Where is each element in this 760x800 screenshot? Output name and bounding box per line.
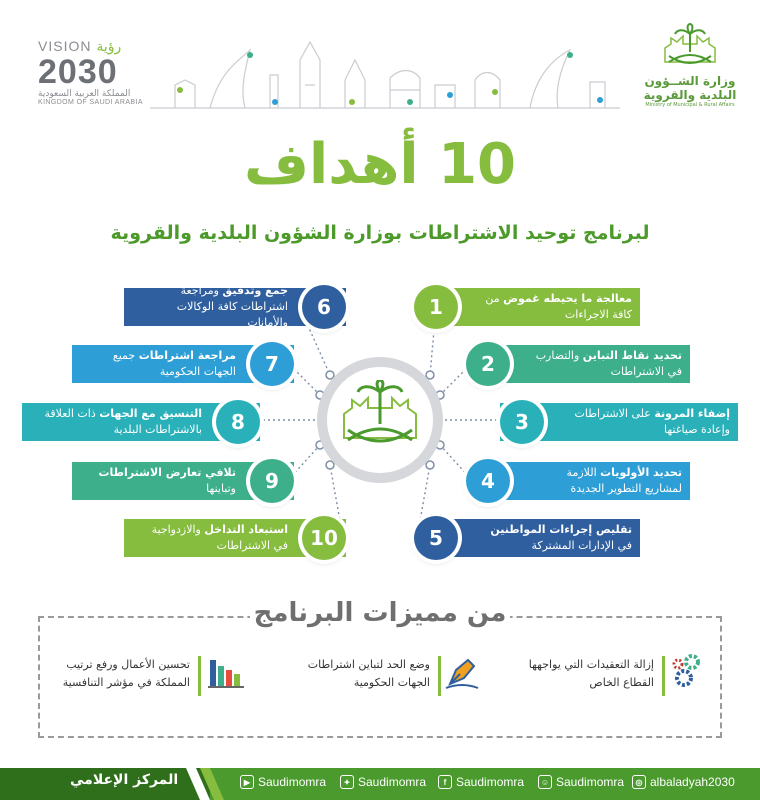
vision-arabic: رؤية <box>96 38 122 54</box>
instagram-handle: albaladyah2030 <box>650 775 735 789</box>
media-center-label: المركز الإعلامي <box>70 772 179 788</box>
goal-1-text: من كافة الاجراءات <box>485 292 632 321</box>
goal-2-number: 2 <box>466 342 510 386</box>
snapchat-icon: ☺ <box>538 775 552 789</box>
goal-6-text: ومراجعة اشتراطات كافة الوكالات والأمانات <box>176 284 288 329</box>
goal-4-bold: تحديد الأولويات <box>600 466 682 479</box>
twitter-handle: Saudimomra <box>358 775 427 789</box>
vision-year: 2030 <box>38 53 118 91</box>
city-skyline-illustration <box>150 30 620 110</box>
feature-1-text: إزالة التعقيدات التي يواجهها القطاع الخاص <box>528 658 654 689</box>
goal-10-number: 10 <box>302 516 346 560</box>
youtube-icon: ▶ <box>240 775 254 789</box>
feature-item-3 <box>60 656 201 696</box>
ministry-name-line2: البلدية والقروية <box>643 88 737 102</box>
goal-1-bold: معالجة ما يحيطه غموض <box>503 292 632 305</box>
youtube-handle: Saudimomra <box>258 775 327 789</box>
page-title: 10 أهداف <box>243 132 517 197</box>
goal-6-bold: جمع وتدقيق <box>222 284 288 297</box>
goal-5-number: 5 <box>414 516 458 560</box>
ministry-logo <box>640 22 740 108</box>
footer-account-instagram[interactable] <box>632 775 735 789</box>
page-subtitle: لبرنامج توحيد الاشتراطات بوزارة الشؤون البلدية والقروية <box>110 222 650 244</box>
goal-1-number: 1 <box>414 285 458 329</box>
goal-8-number: 8 <box>216 400 260 444</box>
ministry-name-english: Ministry of Municipal & Rural Affairs <box>645 102 735 108</box>
goal-4-number: 4 <box>466 459 510 503</box>
goal-8-bold: التنسيق مع الجهات <box>99 407 202 420</box>
footer-account-youtube[interactable] <box>240 775 326 789</box>
footer-account-twitter[interactable] <box>340 775 426 789</box>
goal-4-text: اللازمة لمشاريع التطوير الجديدة <box>566 466 682 495</box>
goal-3-text: على الاشتراطات وإعادة صياغتها <box>574 407 730 436</box>
goal-9-number: 9 <box>250 459 294 503</box>
goal-7-number: 7 <box>250 342 294 386</box>
vision-label: VISION <box>38 38 92 54</box>
features-title: من مميزات البرنامج <box>250 598 510 628</box>
gears-icon <box>670 652 706 688</box>
facebook-icon: f <box>438 775 452 789</box>
goal-9-text: وتباينها <box>206 482 236 495</box>
bar-chart-icon <box>206 654 246 690</box>
ministry-name-line1: وزارة الشــؤون <box>644 74 736 88</box>
footer-stripes-decoration <box>186 768 226 800</box>
goal-10-bold: استبعاد التداخل <box>204 523 288 536</box>
goal-9-bold: تلافي تعارض الاشتراطات <box>98 466 236 479</box>
goal-5-bold: تقليص إجراءات المواطنين <box>490 523 632 536</box>
goal-10-text: والازدواجية في الاشتراطات <box>151 523 288 552</box>
twitter-icon: ✦ <box>340 775 354 789</box>
goal-2-text: والتضارب في الاشتراطات <box>535 349 682 378</box>
kingdom-arabic: المملكة العربية السعودية <box>38 89 131 99</box>
goal-5-text: في الإدارات المشتركة <box>531 539 632 552</box>
footer-account-snapchat[interactable] <box>538 775 624 789</box>
goal-8-text: ذات العلاقة بالاشتراطات البلدية <box>44 407 202 436</box>
pen-nib-icon <box>442 652 482 692</box>
goal-3-number: 3 <box>500 400 544 444</box>
goal-3-bold: إضفاء المرونة <box>654 407 730 420</box>
feature-item-2 <box>292 656 441 696</box>
vision-2030-logo <box>38 38 148 106</box>
facebook-handle: Saudimomra <box>456 775 525 789</box>
feature-item-1 <box>504 656 665 696</box>
instagram-icon: ◎ <box>632 775 646 789</box>
goal-7-bold: مراجعة اشتراطات <box>138 349 236 362</box>
palm-swords-emblem-icon <box>655 22 725 70</box>
feature-3-text: تحسين الأعمال ورفع ترتيب المملكة في مؤشر التنافسية <box>62 658 190 689</box>
snapchat-handle: Saudimomra <box>556 775 625 789</box>
footer-account-facebook[interactable] <box>438 775 524 789</box>
kingdom-english: KINGDOM OF SAUDI ARABIA <box>38 99 143 106</box>
goal-2-bold: تحديد نقاط التباين <box>582 349 682 362</box>
feature-2-text: وضع الحد لتباين اشتراطات الجهات الحكومية <box>307 658 430 689</box>
ministry-center-emblem-icon <box>330 380 430 460</box>
goal-7-text: جميع الجهات الحكومية <box>112 349 236 378</box>
goal-6-number: 6 <box>302 285 346 329</box>
